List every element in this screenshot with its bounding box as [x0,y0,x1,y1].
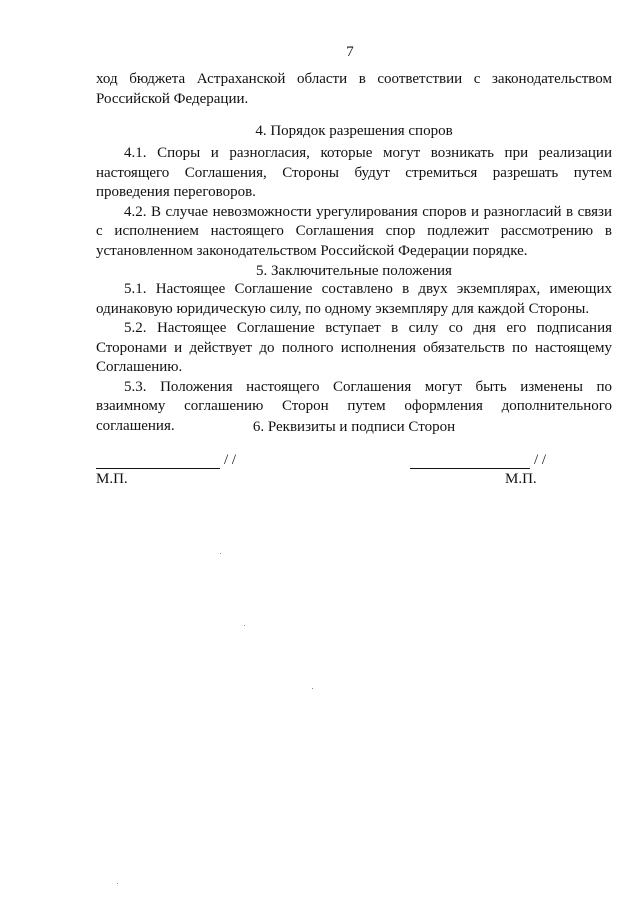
paragraph-5-1: 5.1. Настоящее Соглашение составлено в двух экземплярах, имеющих одинаковую юридическую силу, по одному экземпляру для каждой Стороны. [96,281,612,317]
scan-speck [220,553,221,554]
section-5-body [96,280,612,436]
paragraph-4-1: 4.1. Споры и разногласия, которые могут возникать при реализации настоящего Соглашения, Стороны будут стремиться разрешать путем проведения переговоров. [96,145,612,200]
intro-paragraph-block [96,70,612,109]
right-stamp-label: М.П. [505,471,537,487]
scan-speck [312,688,313,689]
right-signature-line [410,454,530,469]
page-number: 7 [346,44,354,60]
left-signature-mark: / / [224,452,237,468]
section-4-body [96,144,612,261]
scan-speck [117,883,118,884]
left-signature [96,452,236,469]
scan-speck [244,625,245,626]
paragraph-5-3: 5.3. Положения настоящего Соглашения могут быть изменены по взаимному соглашению Сторон путем оформления дополнительного соглашения. [96,378,612,434]
right-signature-mark: / / [534,452,547,468]
left-stamp-label: М.П. [96,471,128,487]
paragraph-5-2: 5.2. Настоящее Соглашение вступает в силу со дня его подписания Сторонами и действует до полного исполнения обязательств по настоящему Соглашению. [96,320,612,375]
paragraph-4-2: 4.2. В случае невозможности урегулирования споров и разногласий в связи с исполнением настоящего Соглашения спор подлежит рассмотрению в установленном законодательством Российской Федерации порядке. [96,203,612,259]
section-4-heading: 4. Порядок разрешения споров [255,123,453,139]
section-6-heading: 6. Реквизиты и подписи Сторон [252,419,456,435]
section-5-heading: 5. Заключительные положения [256,263,452,279]
intro-paragraph: ход бюджета Астраханской области в соответствии с законодательством Российской Федерации. [96,71,612,107]
right-signature [410,452,546,469]
left-signature-line [96,454,220,469]
